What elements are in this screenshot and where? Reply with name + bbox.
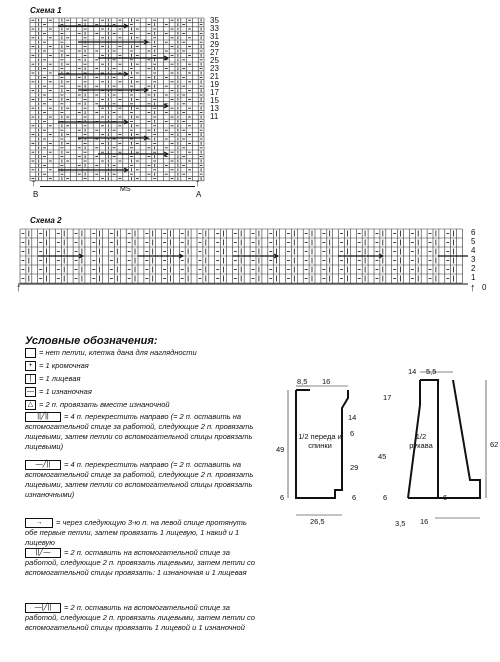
schema-2-title: Схема 2	[30, 216, 62, 225]
cable-right-purl-icon: —╱||	[25, 460, 61, 470]
legend-item-cable-right-purl: —╱|| = 4 п. перекрестить направо (= 2 п. оставить на вспомогательной спице за работой, следующие 2 п. провязать лицевыми, затем петли со вспомогательной спицы провязать изнаночными)	[25, 460, 254, 500]
legend-item-edge: + = 1 кромочная	[25, 361, 265, 371]
row-number: 31	[210, 32, 219, 41]
dim-sleeve-top-small: 5,5	[426, 367, 437, 376]
pattern-diagram	[270, 360, 500, 540]
row-number: 6	[471, 228, 476, 237]
dim-sleeve-bottom-small: 3,5	[395, 519, 406, 528]
plus-icon: +	[25, 361, 36, 371]
legend-item-cable-pk: —|╱|| = 2 п. оставить на вспомогательной спице за работой, следующие 2 п. провязать лицевыми, затем петли со вспомогательной спицы провязать 1 лицевой и 1 изнаночной	[25, 603, 255, 633]
legend-item-cable-kp: ||╱— = 2 п. оставить на вспомогательной спице за работой, следующие 2 п. провязать лицевыми, затем петли со вспомогательной спицы провязать: 1 изнаночная и 1 лицевая	[25, 548, 255, 578]
row-number: 15	[210, 96, 219, 105]
row-number: 3	[471, 255, 476, 264]
marker-a: А	[196, 190, 202, 199]
dim-top-left: 8,5	[297, 377, 308, 386]
dim-sleeve-cap: 17	[383, 393, 392, 402]
arrow-a-icon: ↑	[195, 178, 200, 189]
row-number: 19	[210, 80, 219, 89]
legend-item-empty: = нет петли, клетка дана для наглядности	[25, 348, 265, 358]
row-number: 33	[210, 24, 219, 33]
schema-1-row-numbers	[210, 17, 230, 121]
row-number: 13	[210, 104, 219, 113]
legend-item-purl: — = 1 изнаночная	[27, 387, 92, 396]
schema-1-grid	[28, 16, 208, 194]
dim-height: 49	[276, 445, 285, 454]
row-number: 4	[471, 246, 476, 255]
dim-sleeve-bottom-width: 16	[420, 517, 429, 526]
row-number: 25	[210, 56, 219, 65]
cable-right-icon: ||╱||	[25, 412, 61, 422]
triangle-icon: △	[25, 400, 36, 410]
zero-label: 0	[482, 283, 487, 292]
arrow-b-icon: ↑	[31, 178, 36, 189]
purl-icon: —	[27, 388, 34, 396]
row-number: 29	[210, 40, 219, 49]
row-number: 17	[210, 88, 219, 97]
front-label: 1/2 переда и спинки	[298, 432, 342, 450]
schema-2-grid	[18, 227, 468, 293]
dim-right-upper: 14	[348, 413, 357, 422]
dim-right-mid: 6	[350, 429, 355, 438]
row-number: 1	[471, 273, 476, 282]
sleeve-label: 1/2 рукава	[409, 432, 433, 450]
legend-item-knit: | = 1 лицевая	[25, 374, 265, 384]
marker-b: В	[33, 190, 39, 199]
ms-label: MS	[120, 186, 131, 193]
knit-icon: |	[25, 374, 36, 384]
legend-item-p2tog: △ = 2 п. провязать вместе изнаночной	[25, 400, 265, 410]
dim-sleeve-bottom-right: 6	[443, 493, 448, 502]
schema-1-title: Схема 1	[30, 6, 62, 15]
ms-bracket	[40, 186, 195, 187]
row-number: 11	[210, 112, 219, 121]
row-number: 2	[471, 264, 476, 273]
arrow-stitch-icon: →	[25, 518, 53, 528]
row-number: 23	[210, 64, 219, 73]
row-number: 5	[471, 237, 476, 246]
legend-item-cable-right: ||╱|| = 4 п. перекрестить направо (= 2 п. оставить на вспомогательной спице за работой, следующие 2 п. провязать лицевыми, затем петли со вспомогательной спицы провязать лицевыми)	[25, 412, 254, 452]
row-number: 35	[210, 16, 219, 25]
dim-bottom-right: 6	[352, 493, 357, 502]
dim-sleeve-bottom-left: 6	[383, 493, 388, 502]
dim-sleeve-length: 45	[378, 452, 387, 461]
dim-sleeve-top: 14	[408, 367, 417, 376]
arrow-left-icon: ↑	[16, 282, 22, 294]
dim-right-lower: 29	[350, 463, 359, 472]
schema-2-row-numbers	[471, 228, 491, 282]
dim-bottom-left: 6	[280, 493, 285, 502]
row-number: 27	[210, 48, 219, 57]
legend-title: Условные обозначения:	[25, 335, 158, 347]
dim-top-right: 16	[322, 377, 331, 386]
dim-sleeve-total: 62	[490, 440, 499, 449]
row-number: 21	[210, 72, 219, 81]
cable-purl-knit-icon: —|╱||	[25, 603, 61, 613]
arrow-right-icon: ↑	[470, 282, 476, 294]
empty-cell-icon	[25, 348, 36, 358]
dim-width: 26,5	[310, 517, 325, 526]
cable-knit-purl-icon: ||╱—	[25, 548, 61, 558]
legend-item-pull-over: → = через следующую 3-ю п. на левой спице протянуть обе первые петли, затем провязать 1 лицевую, 1 накид и 1 лицевую	[25, 518, 247, 548]
